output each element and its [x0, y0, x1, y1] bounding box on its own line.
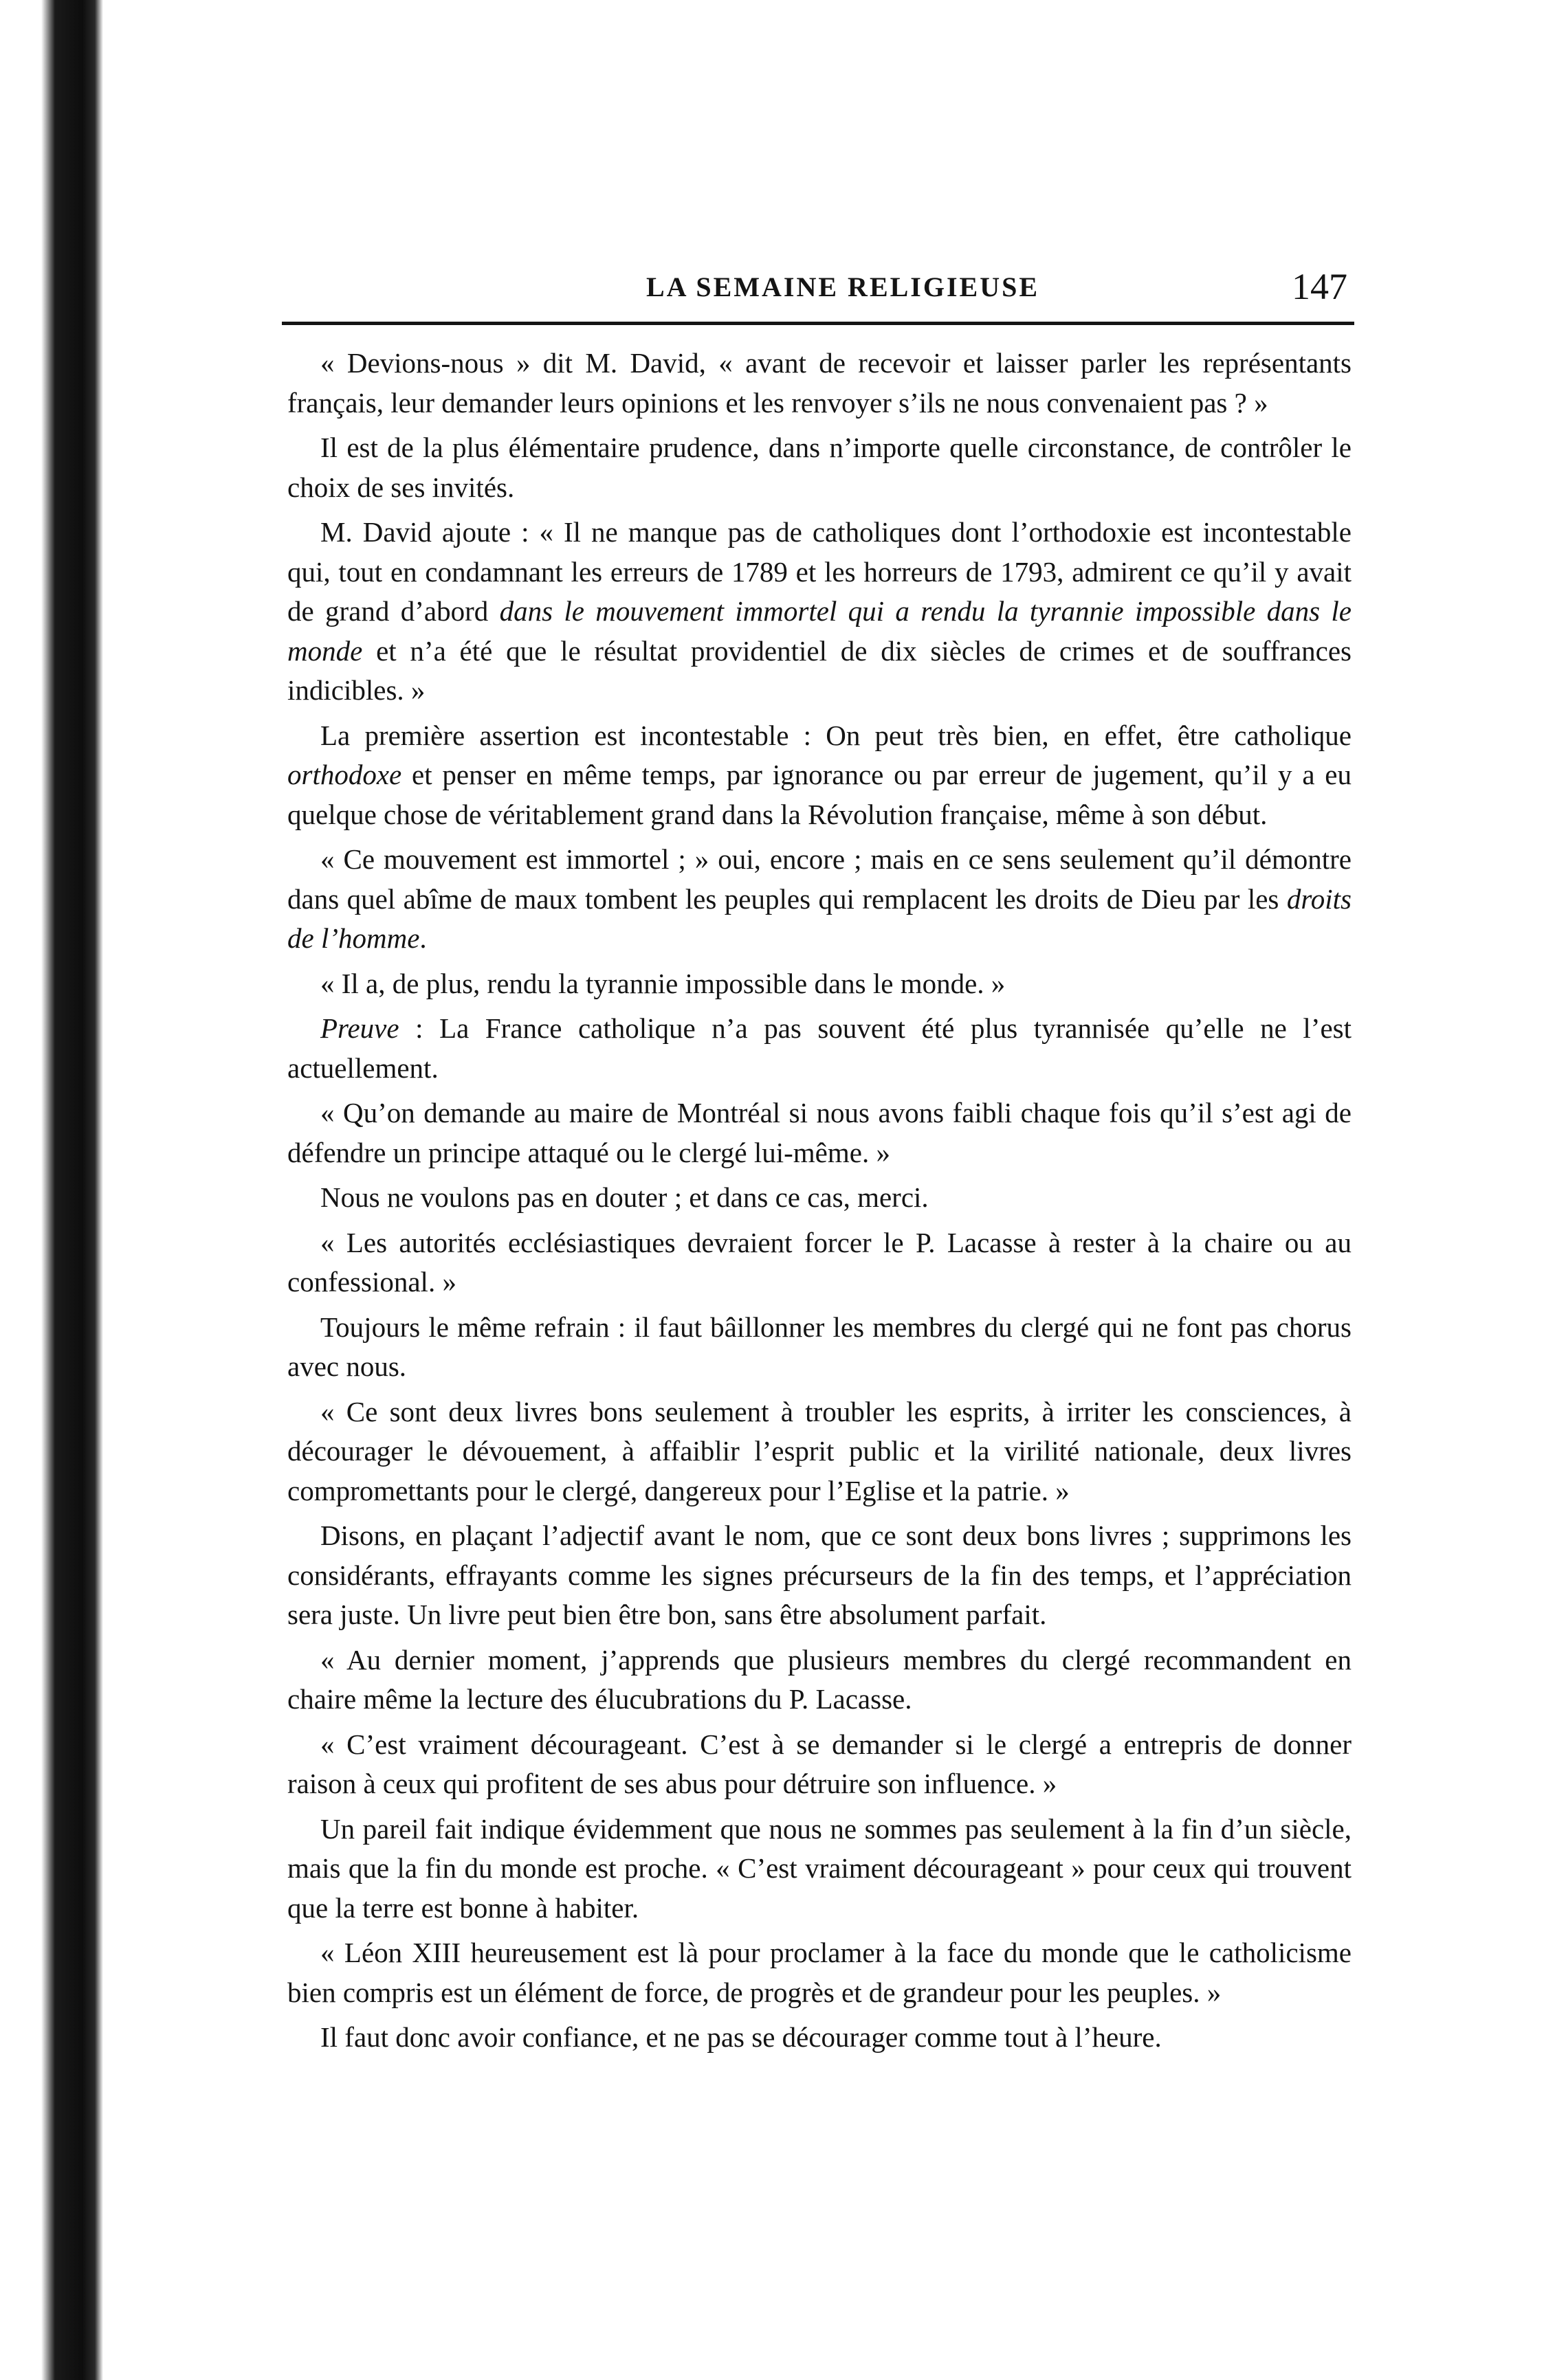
header-rule	[282, 322, 1354, 325]
page-header	[289, 265, 1361, 313]
paragraph: Il est de la plus élémentaire prudence, dans n’importe quelle circonstance, de contrôler le choix de ses invités.	[287, 432, 1352, 503]
paragraph: Toujours le même refrain : il faut bâillonner les membres du clergé qui ne font pas chorus avec nous.	[287, 1311, 1352, 1382]
italic-phrase: dans le mouvement immortel qui a rendu la tyrannie impossible dans le monde	[287, 595, 1352, 667]
italic-phrase: Preuve	[320, 1012, 399, 1044]
italic-phrase: orthodoxe	[287, 759, 402, 790]
paragraph: « Au dernier moment, j’apprends que plusieurs membres du clergé recommandent en chaire même la lecture des élucubrations du P. Lacasse.	[287, 1643, 1352, 1715]
paragraph: « Les autorités ecclésiastiques devraient forcer le P. Lacasse à rester à la chaire ou au confessional. »	[287, 1226, 1352, 1298]
paragraph: « Ce sont deux livres bons seulement à troubler les esprits, à irriter les consciences, à décourager le dévouement, à affaiblir l’esprit public et la virilité nationale, deux livres compromettants pour le clergé, dangereux pour l’Eglise et la patrie. »	[287, 1395, 1352, 1506]
paragraph: « Il a, de plus, rendu la tyrannie impossible dans le monde. »	[320, 967, 1006, 999]
book-binding-edge	[0, 0, 103, 2380]
paragraph: Preuve : La France catholique n’a pas souvent été plus tyrannisée qu’elle ne l’est actuellement.	[287, 1012, 1352, 1084]
paragraph: Un pareil fait indique évidemment que nous ne sommes pas seulement à la fin d’un siècle, mais que la fin du monde est proche. « C’est vraiment décourageant » pour ceux qui trouvent que la terre est bonne à habiter.	[287, 1812, 1352, 1924]
paragraph: Nous ne voulons pas en douter ; et dans ce cas, merci.	[320, 1181, 929, 1213]
paragraph: « Ce mouvement est immortel ; » oui, encore ; mais en ce sens seulement qu’il démontre dans quel abîme de maux tombent les peuples qui remplacent les droits de Dieu par les droits de l’homme.	[287, 843, 1352, 954]
paragraph: M. David ajoute : « Il ne manque pas de catholiques dont l’orthodoxie est incontestable qui, tout en condamnant les erreurs de 1789 et les horreurs de 1793, admirent ce qu’il y avait de grand d’abord dans le mouvement immortel qui a rendu la tyrannie impossible dans le monde et n’a été que le résultat providentiel de dix siècles de crimes et de souffrances indicibles. »	[287, 516, 1352, 706]
page-number: 147	[1292, 266, 1347, 307]
paragraph: La première assertion est incontestable : On peut très bien, en effet, être catholique orthodoxe et penser en même temps, par ignorance ou par erreur de jugement, qu’il y a eu quelque chose de véritablement grand dans la Révolution française, même à son début.	[287, 719, 1352, 830]
body-text	[287, 344, 1352, 2063]
paragraph: Il faut donc avoir confiance, et ne pas se décourager comme tout à l’heure.	[320, 2021, 1162, 2053]
paragraph: « C’est vraiment décourageant. C’est à se demander si le clergé a entrepris de donner raison à ceux qui profitent de ses abus pour détruire son influence. »	[287, 1728, 1352, 1799]
paragraph: « Qu’on demande au maire de Montréal si nous avons faibli chaque fois qu’il s’est agi de défendre un principe attaqué ou le clergé lui-même. »	[287, 1097, 1352, 1168]
italic-phrase: droits de l’homme	[287, 882, 1352, 954]
paragraph: « Devions-nous » dit M. David, « avant de recevoir et laisser parler les représentants français, leur demander leurs opinions et les renvoyer s’ils ne nous convenaient pas ? »	[287, 347, 1352, 419]
paragraph: Disons, en plaçant l’adjectif avant le nom, que ce sont deux bons livres ; supprimons les considérants, effrayants comme les signes précurseurs de la fin des temps, et l’appréciation sera juste. Un livre peut bien être bon, sans être absolument parfait.	[287, 1520, 1352, 1630]
running-title: LA SEMAINE RELIGIEUSE	[646, 271, 1040, 302]
paragraph: « Léon XIII heureusement est là pour proclamer à la face du monde que le catholicisme bien compris est un élément de force, de progrès et de grandeur pour les peuples. »	[287, 1937, 1352, 2008]
